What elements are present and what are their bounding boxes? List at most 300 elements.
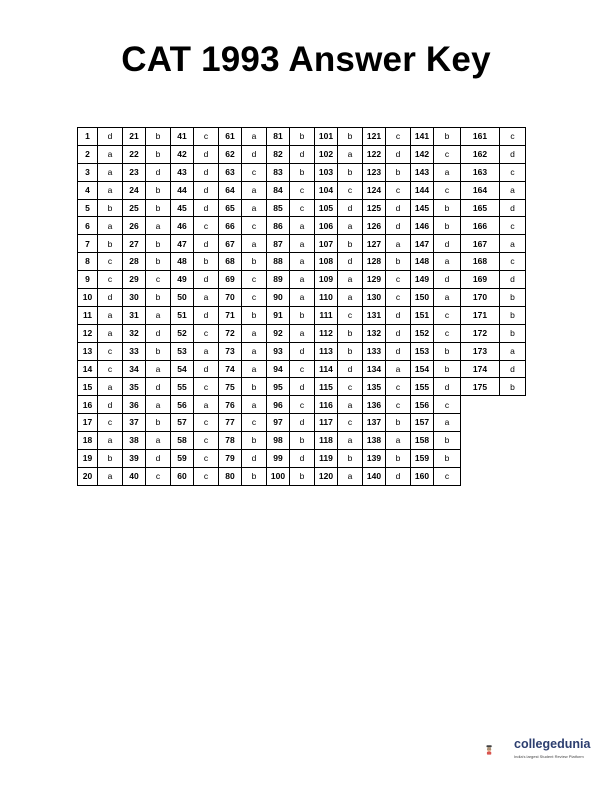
answer-option: b xyxy=(434,199,461,217)
question-number: 26 xyxy=(123,217,146,235)
question-number: 119 xyxy=(315,450,338,468)
answer-option: b xyxy=(242,378,267,396)
question-number: 125 xyxy=(363,199,386,217)
answer-option: c xyxy=(386,271,411,289)
question-number: 79 xyxy=(219,450,242,468)
answer-option: b xyxy=(386,253,411,271)
answer-option: c xyxy=(338,378,363,396)
answer-option: c xyxy=(98,271,123,289)
question-number: 157 xyxy=(411,414,434,432)
question-number: 89 xyxy=(267,271,290,289)
answer-option: a xyxy=(290,217,315,235)
answer-option: d xyxy=(500,360,526,378)
answer-option: a xyxy=(242,128,267,146)
question-number: 142 xyxy=(411,145,434,163)
question-number: 140 xyxy=(363,467,386,485)
empty-cell xyxy=(461,396,500,414)
answer-option: a xyxy=(500,181,526,199)
question-number: 22 xyxy=(123,145,146,163)
answer-option: d xyxy=(242,450,267,468)
answer-option: b xyxy=(338,163,363,181)
answer-option: d xyxy=(386,467,411,485)
question-number: 25 xyxy=(123,199,146,217)
question-number: 9 xyxy=(78,271,98,289)
question-number: 120 xyxy=(315,467,338,485)
question-number: 56 xyxy=(171,396,194,414)
question-number: 131 xyxy=(363,306,386,324)
table-row xyxy=(78,217,526,235)
question-number: 159 xyxy=(411,450,434,468)
answer-option: b xyxy=(98,450,123,468)
answer-option: c xyxy=(98,360,123,378)
table-row xyxy=(78,306,526,324)
answer-option: a xyxy=(434,163,461,181)
answer-option: b xyxy=(290,128,315,146)
question-number: 58 xyxy=(171,432,194,450)
question-number: 49 xyxy=(171,271,194,289)
question-number: 99 xyxy=(267,450,290,468)
question-number: 38 xyxy=(123,432,146,450)
table-row xyxy=(78,432,526,450)
question-number: 12 xyxy=(78,324,98,342)
answer-option: d xyxy=(194,163,219,181)
answer-option: d xyxy=(194,271,219,289)
answer-option: c xyxy=(434,145,461,163)
question-number: 111 xyxy=(315,306,338,324)
page-title: CAT 1993 Answer Key xyxy=(121,40,491,79)
table-row xyxy=(78,289,526,307)
answer-option: c xyxy=(434,324,461,342)
answer-option: a xyxy=(146,360,171,378)
question-number: 86 xyxy=(267,217,290,235)
answer-option: a xyxy=(98,181,123,199)
question-number: 162 xyxy=(461,145,500,163)
answer-option: c xyxy=(386,128,411,146)
answer-option: d xyxy=(290,145,315,163)
question-number: 63 xyxy=(219,163,242,181)
answer-option: c xyxy=(146,271,171,289)
answer-option: a xyxy=(290,289,315,307)
answer-option: b xyxy=(338,324,363,342)
answer-option: c xyxy=(290,360,315,378)
question-number: 5 xyxy=(78,199,98,217)
answer-option: b xyxy=(146,145,171,163)
answer-option: a xyxy=(98,217,123,235)
answer-option: b xyxy=(146,253,171,271)
question-number: 106 xyxy=(315,217,338,235)
answer-option: b xyxy=(98,199,123,217)
question-number: 71 xyxy=(219,306,242,324)
table-row xyxy=(78,342,526,360)
answer-option: a xyxy=(434,253,461,271)
answer-option: a xyxy=(98,163,123,181)
answer-option: b xyxy=(146,128,171,146)
answer-option: b xyxy=(500,289,526,307)
table-row xyxy=(78,163,526,181)
answer-option: c xyxy=(194,414,219,432)
question-number: 121 xyxy=(363,128,386,146)
answer-option: b xyxy=(434,450,461,468)
question-number: 127 xyxy=(363,235,386,253)
answer-option: c xyxy=(242,271,267,289)
answer-option: a xyxy=(434,289,461,307)
question-number: 151 xyxy=(411,306,434,324)
answer-option: d xyxy=(500,271,526,289)
question-number: 18 xyxy=(78,432,98,450)
question-number: 45 xyxy=(171,199,194,217)
answer-option: a xyxy=(146,217,171,235)
answer-option: c xyxy=(290,181,315,199)
answer-option: b xyxy=(434,360,461,378)
empty-cell xyxy=(461,414,500,432)
question-number: 93 xyxy=(267,342,290,360)
question-number: 116 xyxy=(315,396,338,414)
question-number: 72 xyxy=(219,324,242,342)
answer-option: a xyxy=(434,414,461,432)
question-number: 134 xyxy=(363,360,386,378)
table-row xyxy=(78,181,526,199)
question-number: 73 xyxy=(219,342,242,360)
question-number: 92 xyxy=(267,324,290,342)
question-number: 10 xyxy=(78,289,98,307)
answer-option: c xyxy=(194,450,219,468)
answer-option: d xyxy=(146,163,171,181)
question-number: 109 xyxy=(315,271,338,289)
question-number: 47 xyxy=(171,235,194,253)
question-number: 108 xyxy=(315,253,338,271)
question-number: 168 xyxy=(461,253,500,271)
answer-option: d xyxy=(146,378,171,396)
answer-option: b xyxy=(290,163,315,181)
answer-option: b xyxy=(98,235,123,253)
question-number: 16 xyxy=(78,396,98,414)
question-number: 96 xyxy=(267,396,290,414)
answer-option: d xyxy=(98,289,123,307)
question-number: 128 xyxy=(363,253,386,271)
question-number: 70 xyxy=(219,289,242,307)
question-number: 155 xyxy=(411,378,434,396)
answer-option: c xyxy=(242,163,267,181)
answer-option: b xyxy=(146,181,171,199)
question-number: 141 xyxy=(411,128,434,146)
question-number: 3 xyxy=(78,163,98,181)
question-number: 55 xyxy=(171,378,194,396)
answer-option: c xyxy=(434,306,461,324)
question-number: 36 xyxy=(123,396,146,414)
question-number: 146 xyxy=(411,217,434,235)
question-number: 112 xyxy=(315,324,338,342)
answer-option: a xyxy=(386,360,411,378)
question-number: 160 xyxy=(411,467,434,485)
question-number: 11 xyxy=(78,306,98,324)
question-number: 113 xyxy=(315,342,338,360)
answer-option: d xyxy=(146,324,171,342)
question-number: 88 xyxy=(267,253,290,271)
table-row xyxy=(78,324,526,342)
question-number: 41 xyxy=(171,128,194,146)
answer-option: c xyxy=(386,396,411,414)
answer-option: b xyxy=(242,432,267,450)
answer-option: a xyxy=(146,432,171,450)
answer-option: b xyxy=(242,253,267,271)
answer-option: c xyxy=(194,432,219,450)
answer-option: b xyxy=(386,414,411,432)
table-row xyxy=(78,235,526,253)
empty-cell xyxy=(461,450,500,468)
question-number: 48 xyxy=(171,253,194,271)
answer-option: b xyxy=(338,342,363,360)
answer-option: d xyxy=(290,414,315,432)
question-number: 33 xyxy=(123,342,146,360)
answer-option: b xyxy=(242,467,267,485)
question-number: 23 xyxy=(123,163,146,181)
table-row xyxy=(78,396,526,414)
answer-option: c xyxy=(194,128,219,146)
question-number: 80 xyxy=(219,467,242,485)
question-number: 169 xyxy=(461,271,500,289)
question-number: 1 xyxy=(78,128,98,146)
question-number: 138 xyxy=(363,432,386,450)
answer-option: c xyxy=(194,378,219,396)
answer-option: b xyxy=(434,432,461,450)
question-number: 32 xyxy=(123,324,146,342)
question-number: 17 xyxy=(78,414,98,432)
question-number: 20 xyxy=(78,467,98,485)
table-row xyxy=(78,378,526,396)
question-number: 29 xyxy=(123,271,146,289)
answer-option: c xyxy=(194,467,219,485)
answer-option: b xyxy=(146,235,171,253)
question-number: 81 xyxy=(267,128,290,146)
answer-option: c xyxy=(290,199,315,217)
answer-option: b xyxy=(194,253,219,271)
answer-option: d xyxy=(338,253,363,271)
question-number: 161 xyxy=(461,128,500,146)
question-number: 76 xyxy=(219,396,242,414)
table-row xyxy=(78,253,526,271)
answer-option: a xyxy=(242,324,267,342)
answer-option: a xyxy=(338,271,363,289)
answer-option: d xyxy=(386,217,411,235)
answer-option: c xyxy=(500,128,526,146)
question-number: 85 xyxy=(267,199,290,217)
question-number: 129 xyxy=(363,271,386,289)
question-number: 143 xyxy=(411,163,434,181)
question-number: 61 xyxy=(219,128,242,146)
question-number: 44 xyxy=(171,181,194,199)
answer-option: c xyxy=(146,467,171,485)
question-number: 122 xyxy=(363,145,386,163)
answer-option: b xyxy=(386,163,411,181)
table-row xyxy=(78,199,526,217)
answer-option: c xyxy=(386,289,411,307)
question-number: 158 xyxy=(411,432,434,450)
answer-option: c xyxy=(194,324,219,342)
question-number: 62 xyxy=(219,145,242,163)
question-number: 91 xyxy=(267,306,290,324)
answer-option: a xyxy=(98,467,123,485)
answer-option: c xyxy=(434,181,461,199)
answer-option: a xyxy=(194,289,219,307)
answer-option: a xyxy=(242,342,267,360)
answer-option: d xyxy=(290,342,315,360)
question-number: 95 xyxy=(267,378,290,396)
question-number: 6 xyxy=(78,217,98,235)
question-number: 35 xyxy=(123,378,146,396)
question-number: 28 xyxy=(123,253,146,271)
answer-option: a xyxy=(386,235,411,253)
table-row xyxy=(78,450,526,468)
answer-option: a xyxy=(338,396,363,414)
answer-option: b xyxy=(146,342,171,360)
question-number: 42 xyxy=(171,145,194,163)
answer-option: b xyxy=(338,128,363,146)
answer-option: c xyxy=(290,396,315,414)
answer-option: a xyxy=(338,217,363,235)
answer-option: a xyxy=(338,432,363,450)
answer-option: b xyxy=(146,289,171,307)
answer-option: a xyxy=(290,271,315,289)
question-number: 126 xyxy=(363,217,386,235)
question-number: 13 xyxy=(78,342,98,360)
question-number: 110 xyxy=(315,289,338,307)
question-number: 84 xyxy=(267,181,290,199)
answer-option: d xyxy=(500,145,526,163)
question-number: 114 xyxy=(315,360,338,378)
question-number: 132 xyxy=(363,324,386,342)
question-number: 107 xyxy=(315,235,338,253)
question-number: 100 xyxy=(267,467,290,485)
answer-option: d xyxy=(290,378,315,396)
question-number: 130 xyxy=(363,289,386,307)
answer-option: a xyxy=(242,199,267,217)
answer-option: d xyxy=(434,378,461,396)
answer-option: a xyxy=(500,235,526,253)
question-number: 15 xyxy=(78,378,98,396)
answer-option: a xyxy=(98,324,123,342)
logo-tagline: India's largest Student Review Platform xyxy=(514,754,584,759)
question-number: 67 xyxy=(219,235,242,253)
answer-option: c xyxy=(242,289,267,307)
answer-option: d xyxy=(500,199,526,217)
question-number: 94 xyxy=(267,360,290,378)
question-number: 145 xyxy=(411,199,434,217)
answer-option: d xyxy=(386,306,411,324)
answer-option: d xyxy=(386,324,411,342)
question-number: 43 xyxy=(171,163,194,181)
answer-option: a xyxy=(98,432,123,450)
table-row xyxy=(78,128,526,146)
question-number: 77 xyxy=(219,414,242,432)
answer-option: a xyxy=(194,396,219,414)
question-number: 103 xyxy=(315,163,338,181)
answer-option: d xyxy=(98,128,123,146)
question-number: 39 xyxy=(123,450,146,468)
answer-option: a xyxy=(242,396,267,414)
answer-option: b xyxy=(434,342,461,360)
answer-option: a xyxy=(98,306,123,324)
question-number: 46 xyxy=(171,217,194,235)
answer-option: c xyxy=(338,306,363,324)
question-number: 170 xyxy=(461,289,500,307)
question-number: 173 xyxy=(461,342,500,360)
answer-option: c xyxy=(338,414,363,432)
question-number: 150 xyxy=(411,289,434,307)
answer-option: c xyxy=(434,396,461,414)
table-row xyxy=(78,467,526,485)
answer-option: b xyxy=(500,378,526,396)
answer-option: a xyxy=(338,289,363,307)
answer-option: d xyxy=(386,145,411,163)
question-number: 83 xyxy=(267,163,290,181)
question-number: 74 xyxy=(219,360,242,378)
question-number: 118 xyxy=(315,432,338,450)
question-number: 21 xyxy=(123,128,146,146)
answer-option: c xyxy=(500,217,526,235)
question-number: 147 xyxy=(411,235,434,253)
question-number: 139 xyxy=(363,450,386,468)
answer-option: d xyxy=(146,450,171,468)
question-number: 52 xyxy=(171,324,194,342)
empty-cell xyxy=(500,467,526,485)
answer-option: b xyxy=(290,306,315,324)
answer-option: c xyxy=(500,163,526,181)
question-number: 30 xyxy=(123,289,146,307)
empty-cell xyxy=(461,467,500,485)
answer-option: d xyxy=(194,199,219,217)
empty-cell xyxy=(500,414,526,432)
question-number: 54 xyxy=(171,360,194,378)
answer-key-table xyxy=(77,127,526,486)
answer-option: a xyxy=(338,467,363,485)
question-number: 166 xyxy=(461,217,500,235)
answer-option: d xyxy=(434,235,461,253)
answer-option: c xyxy=(500,253,526,271)
question-number: 7 xyxy=(78,235,98,253)
question-number: 174 xyxy=(461,360,500,378)
table-row xyxy=(78,360,526,378)
answer-option: a xyxy=(386,432,411,450)
answer-option: b xyxy=(500,324,526,342)
question-number: 40 xyxy=(123,467,146,485)
question-number: 144 xyxy=(411,181,434,199)
question-number: 117 xyxy=(315,414,338,432)
answer-option: b xyxy=(146,199,171,217)
answer-option: d xyxy=(194,145,219,163)
question-number: 19 xyxy=(78,450,98,468)
answer-option: b xyxy=(434,217,461,235)
answer-option: c xyxy=(98,342,123,360)
answer-option: a xyxy=(98,145,123,163)
question-number: 4 xyxy=(78,181,98,199)
question-number: 98 xyxy=(267,432,290,450)
answer-option: b xyxy=(386,450,411,468)
answer-option: b xyxy=(434,128,461,146)
question-number: 37 xyxy=(123,414,146,432)
question-number: 31 xyxy=(123,306,146,324)
question-number: 27 xyxy=(123,235,146,253)
question-number: 104 xyxy=(315,181,338,199)
answer-option: d xyxy=(194,306,219,324)
question-number: 133 xyxy=(363,342,386,360)
answer-option: a xyxy=(290,253,315,271)
question-number: 66 xyxy=(219,217,242,235)
question-number: 97 xyxy=(267,414,290,432)
answer-option: a xyxy=(242,360,267,378)
answer-option: b xyxy=(290,467,315,485)
answer-option: a xyxy=(194,342,219,360)
question-number: 14 xyxy=(78,360,98,378)
